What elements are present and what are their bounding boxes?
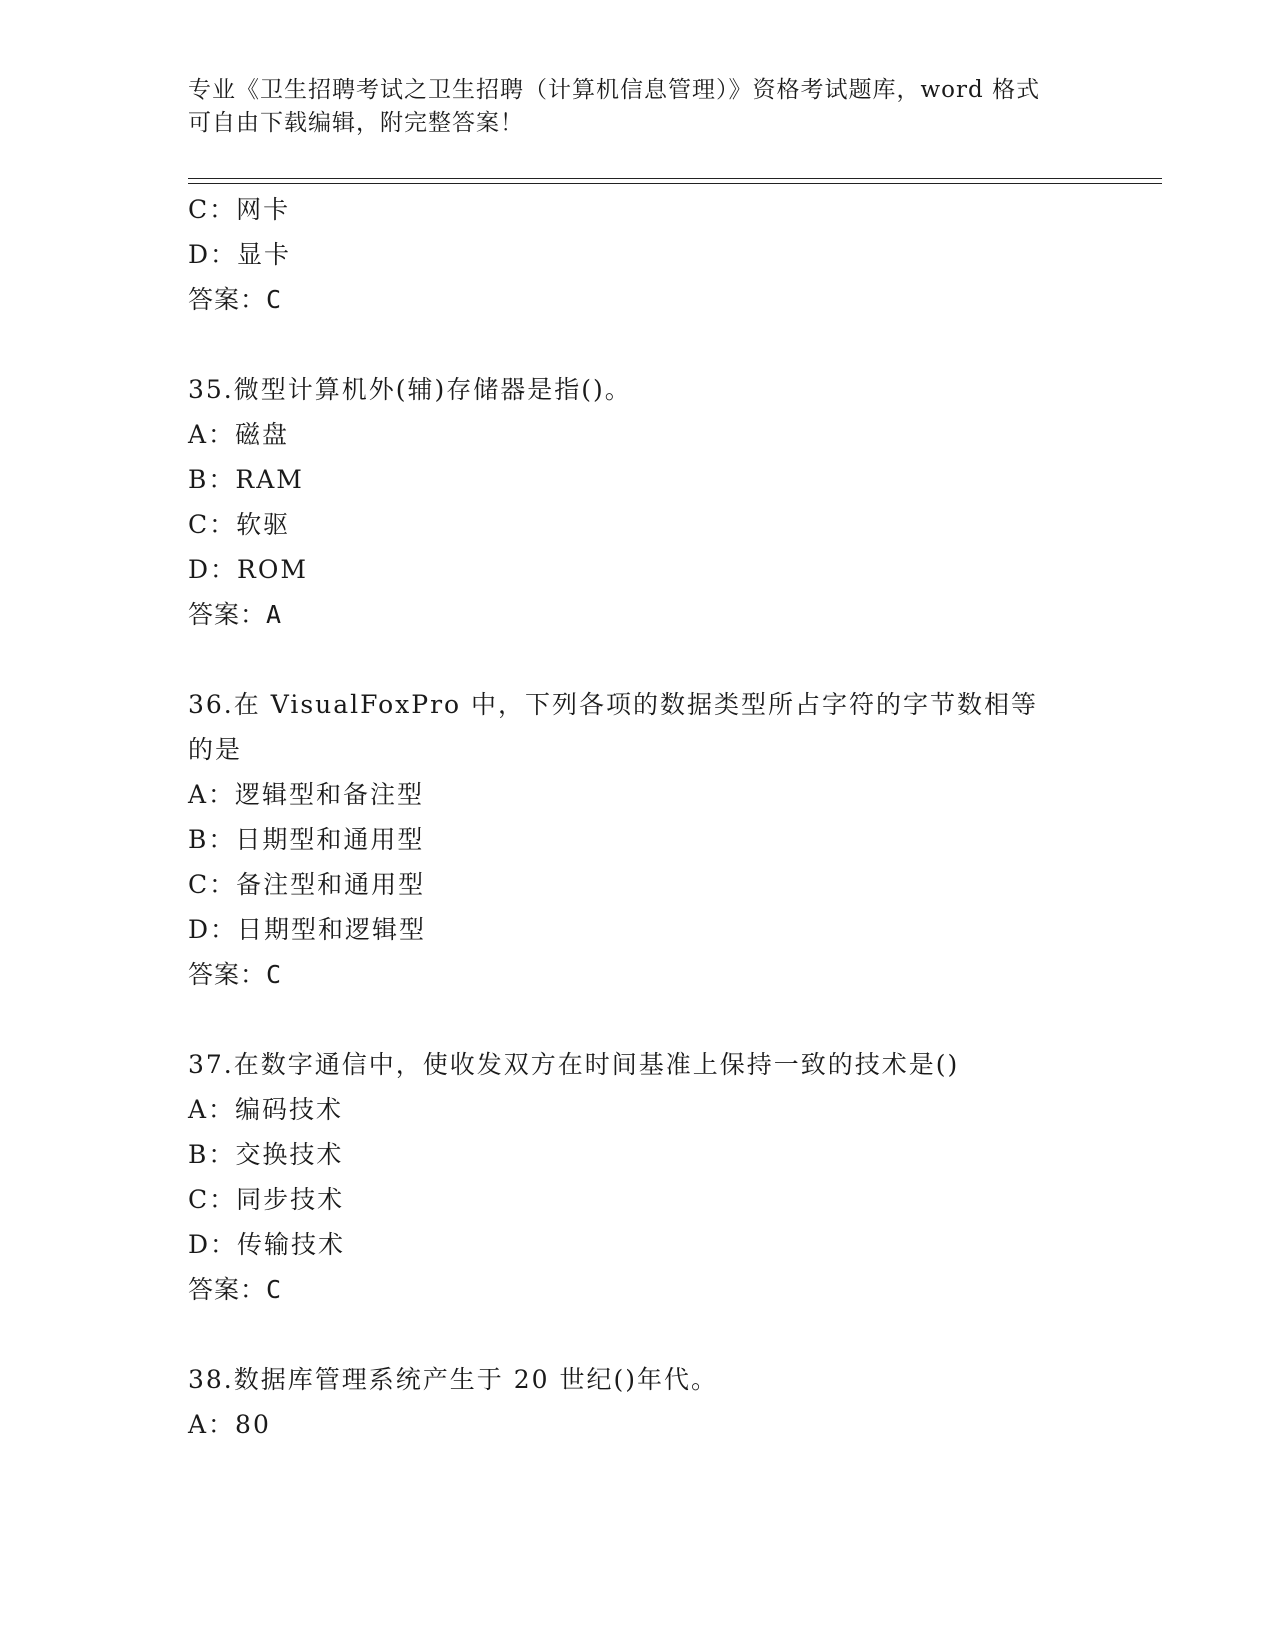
answer-value: C — [266, 285, 283, 314]
q37-option-a: A：编码技术 — [188, 1095, 344, 1124]
q34-option-c: C：网卡 — [188, 195, 291, 224]
q35-option-b: B：RAM — [188, 465, 304, 494]
q37-option-d: D：传输技术 — [188, 1230, 346, 1259]
q35-answer — [188, 600, 282, 630]
q38-option-a: A：80 — [188, 1410, 271, 1439]
q35-option-a: A：磁盘 — [188, 420, 290, 449]
q36-stem-line-2: 的是 — [188, 735, 243, 764]
q36-option-c: C：备注型和通用型 — [188, 870, 426, 899]
answer-label: 答案： — [188, 600, 267, 629]
document-header — [188, 74, 1088, 140]
q34-option-d: D：显卡 — [188, 240, 292, 269]
header-divider-top — [188, 178, 1162, 179]
q36-stem-line-1: 36.在 VisualFoxPro 中，下列各项的数据类型所占字符的字节数相等 — [188, 690, 1039, 719]
q36-option-d: D：日期型和逻辑型 — [188, 915, 427, 944]
q36-option-a: A：逻辑型和备注型 — [188, 780, 425, 809]
answer-value: A — [266, 600, 283, 629]
q35-option-c: C：软驱 — [188, 510, 291, 539]
answer-label: 答案： — [188, 1275, 267, 1304]
q37-option-c: C：同步技术 — [188, 1185, 345, 1214]
q35-stem: 35.微型计算机外(辅)存储器是指()。 — [188, 375, 632, 404]
answer-label: 答案： — [188, 285, 267, 314]
answer-value: C — [266, 960, 283, 989]
q35-option-d: D：ROM — [188, 555, 308, 584]
answer-label: 答案： — [188, 960, 267, 989]
q36-option-b: B：日期型和通用型 — [188, 825, 425, 854]
q34-answer — [188, 285, 282, 315]
header-divider-bottom — [188, 183, 1162, 184]
q38-stem: 38.数据库管理系统产生于 20 世纪()年代。 — [188, 1365, 718, 1394]
q37-answer — [188, 1275, 282, 1305]
answer-value: C — [266, 1275, 283, 1304]
header-line-2: 可自由下载编辑，附完整答案！ — [188, 110, 524, 136]
q37-option-b: B：交换技术 — [188, 1140, 344, 1169]
header-line-1: 专业《卫生招聘考试之卫生招聘（计算机信息管理）》资格考试题库，word 格式 — [188, 77, 1041, 103]
q36-answer — [188, 960, 282, 990]
q37-stem: 37.在数字通信中，使收发双方在时间基准上保持一致的技术是() — [188, 1050, 960, 1079]
